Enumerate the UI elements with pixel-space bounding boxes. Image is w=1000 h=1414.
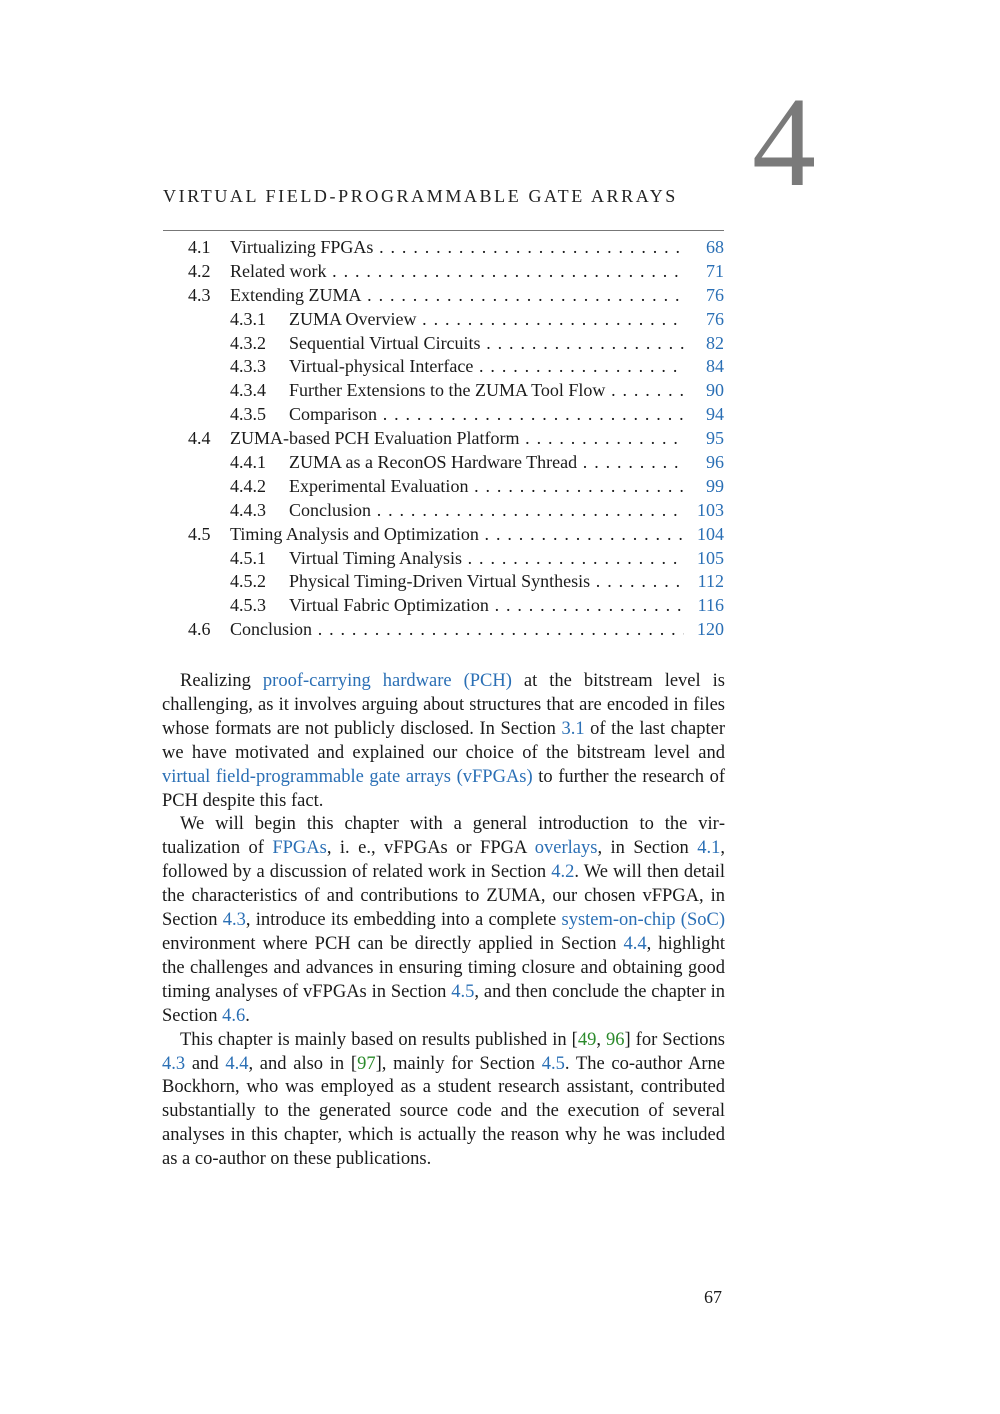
text-run: , in Section <box>597 838 698 859</box>
toc-entry[interactable] <box>163 355 724 379</box>
text-run: environment where PCH can be directly applied in Section <box>162 933 624 954</box>
table-of-contents <box>163 236 724 642</box>
toc-entry-title: Further Extensions to the ZUMA Tool Flow . . . <box>289 379 684 403</box>
toc-entry-number: 4.3 <box>188 284 211 305</box>
text-run: This chapter is mainly based on results published in [ <box>180 1029 578 1050</box>
toc-entry[interactable] <box>163 570 724 594</box>
toc-entry-page-link[interactable]: 68 <box>706 237 724 257</box>
toc-entry-number: 4.5.1 <box>230 547 266 568</box>
text-run: Realizing <box>180 671 263 691</box>
page-number: 67 <box>704 1287 722 1307</box>
toc-entry-number: 4.3.3 <box>230 356 266 377</box>
toc-entry-page-link[interactable]: 112 <box>697 571 724 592</box>
toc-entry-title: Virtual Timing Analysis . . . <box>289 547 684 571</box>
text-run: We will begin this chapter with a general introduction to the virtualization of <box>162 814 725 859</box>
toc-entry[interactable] <box>163 236 724 260</box>
toc-entry-title: ZUMA Overview . . . <box>289 308 684 332</box>
toc-entry-page-link[interactable]: 105 <box>697 547 724 568</box>
cross-reference-link[interactable]: 4.5 <box>541 1053 565 1074</box>
toc-entry-page-link[interactable]: 84 <box>706 356 724 377</box>
paragraph <box>162 1029 725 1172</box>
toc-entry-title: Conclusion . . . <box>230 618 684 642</box>
toc-entry-number: 4.6 <box>188 619 211 640</box>
toc-entry[interactable] <box>163 618 724 642</box>
text-run: , and also in [ <box>248 1053 358 1074</box>
text-run: . We will then detail the characteristics of and contributions to ZUMA, our chosen vFPGA, in Section <box>162 862 725 931</box>
text-run: , and then conclude the chapter in Section <box>162 981 725 1026</box>
toc-entry[interactable] <box>163 403 724 427</box>
toc-entry-title: Related work . . . <box>230 260 684 284</box>
toc-entry-title: Conclusion . . . <box>289 499 684 523</box>
cross-reference-link[interactable]: system-on-chip (SoC) <box>561 910 725 931</box>
toc-entry-number: 4.5 <box>188 523 211 544</box>
text-run: , <box>596 1029 606 1050</box>
toc-entry-title: Virtual Fabric Optimization . . . <box>289 594 684 618</box>
citation-link[interactable]: 97 <box>357 1053 376 1074</box>
toc-entry[interactable] <box>163 332 724 356</box>
toc-entry[interactable] <box>163 308 724 332</box>
text-run: ] for Sections <box>624 1029 725 1050</box>
toc-entry-title: ZUMA as a ReconOS Hardware Thread . . . <box>289 451 684 475</box>
toc-entry-page-link[interactable]: 103 <box>697 499 724 520</box>
toc-entry-title: Virtual-physical Interface . . . <box>289 355 684 379</box>
paragraph <box>162 813 725 1028</box>
cross-reference-link[interactable]: overlays <box>534 838 598 859</box>
toc-entry[interactable] <box>163 594 724 618</box>
cross-reference-link[interactable]: 3.1 <box>561 718 585 739</box>
toc-entry-number: 4.2 <box>188 260 211 281</box>
toc-entry-title: Virtualizing FPGAs . . . <box>230 236 684 260</box>
toc-entry-page-link[interactable]: 76 <box>706 308 724 329</box>
toc-entry-number: 4.5.3 <box>230 595 266 616</box>
toc-entry-number: 4.4.1 <box>230 452 266 473</box>
text-run: , i. e., vFPGAs or FPGA <box>326 838 535 859</box>
toc-entry-page-link[interactable]: 76 <box>706 284 724 305</box>
cross-reference-link[interactable]: 4.5 <box>451 981 475 1002</box>
citation-link[interactable]: 96 <box>605 1029 625 1050</box>
toc-entry[interactable] <box>163 547 724 571</box>
cross-reference-link[interactable]: 4.2 <box>551 862 575 883</box>
text-run: , introduce its embedding into a complete <box>245 910 562 931</box>
title-rule <box>163 230 724 231</box>
text-run: ], mainly for Section <box>375 1053 542 1074</box>
cross-reference-link[interactable]: proof-carrying hardware (PCH) <box>262 671 512 691</box>
toc-entry-page-link[interactable]: 94 <box>706 404 724 425</box>
toc-entry-title: Timing Analysis and Optimization . . . <box>230 523 684 547</box>
toc-entry[interactable] <box>163 284 724 308</box>
toc-entry-page-link[interactable]: 120 <box>697 619 724 640</box>
toc-entry[interactable] <box>163 523 724 547</box>
paragraph <box>162 670 725 813</box>
cross-reference-link[interactable]: 4.4 <box>623 933 647 954</box>
chapter-title: VIRTUAL FIELD-PROGRAMMABLE GATE ARRAYS <box>163 186 678 206</box>
text-run: of the last chapter we have motivated and explained our choice of the bitstream level and <box>162 718 726 763</box>
toc-entry-number: 4.5.2 <box>230 571 266 592</box>
chapter-number: 4 <box>752 71 816 213</box>
toc-entry[interactable] <box>163 499 724 523</box>
cross-reference-link[interactable]: 4.3 <box>162 1053 186 1074</box>
citation-link[interactable]: 49 <box>577 1029 597 1050</box>
toc-entry[interactable] <box>163 475 724 499</box>
toc-entry-number: 4.4.3 <box>230 499 266 520</box>
body-text <box>162 670 725 1172</box>
toc-entry-page-link[interactable]: 95 <box>706 428 724 449</box>
toc-entry[interactable] <box>163 260 724 284</box>
toc-entry-title: Extending ZUMA . . . <box>230 284 684 308</box>
toc-entry[interactable] <box>163 451 724 475</box>
toc-entry-number: 4.3.1 <box>230 308 266 329</box>
text-run: . The co-author Arne Bockhorn, who was employed as a student research assistant, contributed substantially to the generated source code and the execution of several analyses in this chapter, which is actually the reason why he was included as a co-author on these publications. <box>162 1053 725 1170</box>
toc-entry-number: 4.3.2 <box>230 332 266 353</box>
toc-entry-number: 4.4.2 <box>230 475 266 496</box>
toc-entry-page-link[interactable]: 116 <box>697 595 724 616</box>
toc-entry-page-link[interactable]: 71 <box>706 260 724 281</box>
text-run: . <box>245 1005 250 1026</box>
text-run: , followed by a discussion of related work in Section <box>162 838 725 883</box>
toc-entry-title: Experimental Evaluation . . . <box>289 475 684 499</box>
toc-entry-number: 4.3.4 <box>230 380 266 401</box>
toc-entry-number: 4.1 <box>188 237 211 257</box>
cross-reference-link[interactable]: virtual field-programmable gate arrays (vFPGAs) <box>162 766 533 787</box>
toc-entry-title: Physical Timing-Driven Virtual Synthesis . . . <box>289 570 684 594</box>
cross-reference-link[interactable]: 4.6 <box>222 1005 246 1026</box>
text-run: to further the research of PCH despite this fact. <box>162 766 725 811</box>
toc-entry-title: ZUMA-based PCH Evaluation Platform . . . <box>230 427 684 451</box>
cross-reference-link[interactable]: 4.1 <box>697 838 721 859</box>
cross-reference-link[interactable]: 4.3 <box>222 910 246 931</box>
toc-entry[interactable] <box>163 427 724 451</box>
text-run: , highlight the challenges and advances in ensuring timing closure and obtaining good timing analyses of vFPGAs in Section <box>162 933 726 1002</box>
toc-entry-page-link[interactable]: 82 <box>706 332 724 353</box>
toc-entry-number: 4.4 <box>188 428 211 449</box>
cross-reference-link[interactable]: FPGAs <box>272 838 327 859</box>
toc-entry-page-link[interactable]: 99 <box>706 475 724 496</box>
toc-entry-number: 4.3.5 <box>230 404 266 425</box>
toc-entry-page-link[interactable]: 96 <box>706 452 724 473</box>
text-run: at the bitstream level is challenging, as it involves arguing about structures that are encoded in files whose formats are not publicly disclosed. In Section <box>162 671 725 739</box>
toc-entry[interactable] <box>163 379 724 403</box>
toc-entry-page-link[interactable]: 90 <box>706 380 724 401</box>
toc-entry-title: Sequential Virtual Circuits . . . <box>289 332 684 356</box>
text-run: and <box>185 1053 226 1074</box>
cross-reference-link[interactable]: 4.4 <box>225 1053 249 1074</box>
toc-entry-page-link[interactable]: 104 <box>697 523 724 544</box>
toc-entry-title: Comparison . . . <box>289 403 684 427</box>
